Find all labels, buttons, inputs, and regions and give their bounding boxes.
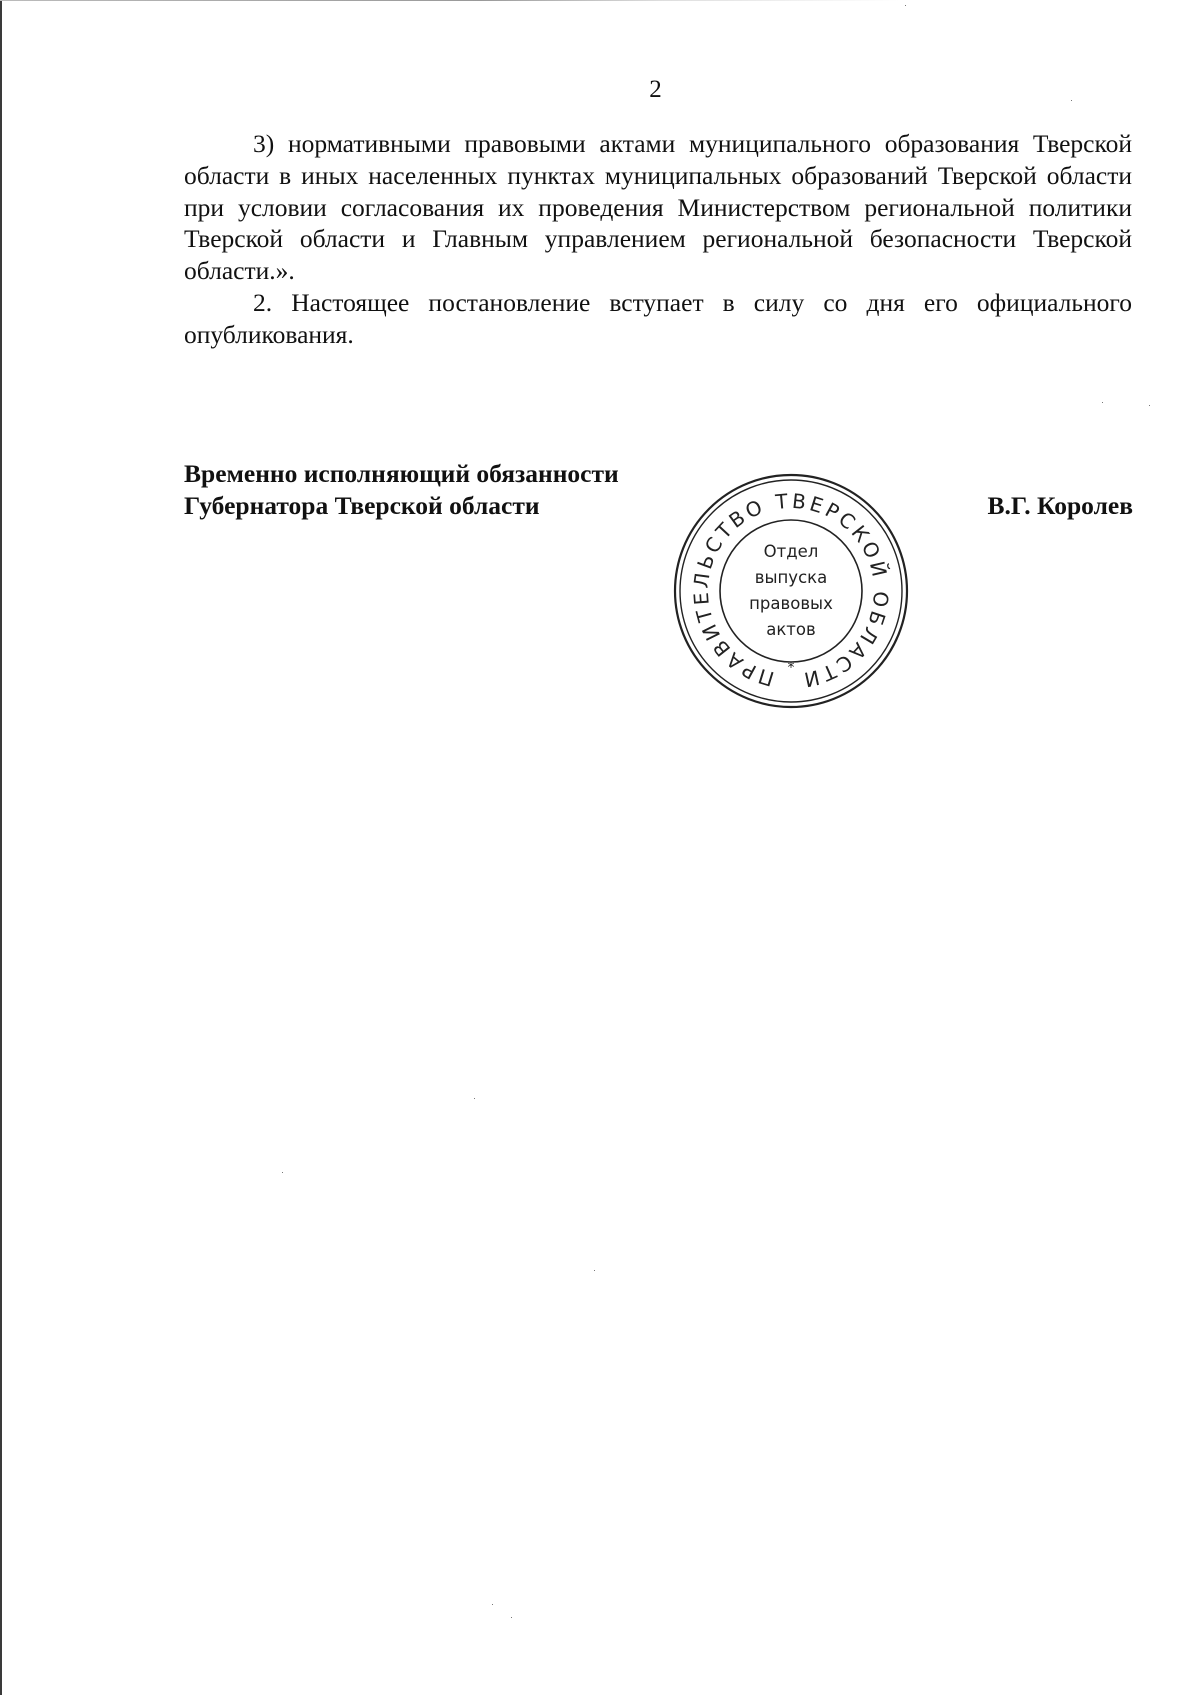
scan-speck — [1102, 402, 1103, 403]
stamp-ring-text: ПРАВИТЕЛЬСТВО ТВЕРСКОЙ ОБЛАСТИ — [688, 488, 894, 693]
scan-speck — [511, 1617, 512, 1618]
stamp-center-line-3: правовых — [749, 594, 833, 613]
document-body — [184, 128, 1132, 351]
stamp-center-line-2: выпуска — [754, 568, 828, 587]
scan-speck — [282, 1172, 283, 1173]
signatory-name: В.Г. Королев — [987, 491, 1133, 520]
signatory-position-line-2: Губернатора Тверской области — [184, 491, 540, 520]
scan-top-edge — [0, 0, 1200, 1]
stamp-center-line-4: актов — [766, 620, 816, 639]
scan-speck — [492, 1604, 493, 1605]
scan-speck — [905, 5, 906, 6]
scan-speck — [594, 1270, 595, 1271]
signatory-position — [184, 458, 619, 522]
official-stamp — [672, 472, 910, 710]
page-number: 2 — [649, 76, 662, 103]
scan-left-edge — [0, 0, 2, 1695]
signatory-position-line-1: Временно исполняющий обязанности — [184, 459, 619, 488]
stamp-center-text — [749, 542, 833, 639]
paragraph-effective-date: 2. Настоящее постановление вступает в силу со дня его официального опубликования. — [184, 287, 1132, 349]
scan-speck — [1149, 405, 1150, 406]
paragraph-item-3: 3) нормативными правовыми актами муниципального образования Тверской области в иных населенных пунктах муниципальных образований Тверской области при условии согласования их проведения Министерством региональной политики Тверской области и Главным управлением региональной безопасности Тверской области.». — [184, 129, 1132, 286]
scan-speck — [474, 1098, 475, 1099]
stamp-center-line-1: Отдел — [763, 542, 819, 561]
stamp-star: * — [787, 660, 795, 676]
